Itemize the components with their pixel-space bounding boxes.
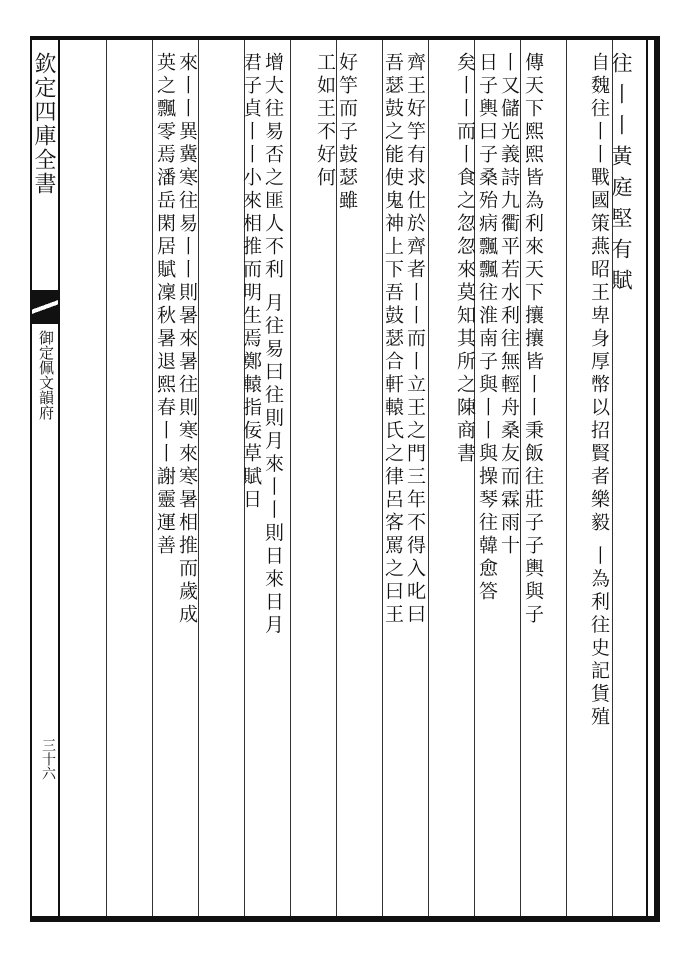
- frame-right-inner-border: [646, 40, 648, 916]
- text-column: 好竽而子鼓瑟雖: [336, 52, 358, 213]
- frame-bottom-border: [30, 916, 660, 922]
- fishtail-mark-icon: [32, 290, 58, 324]
- frame-right-border: [654, 36, 660, 922]
- column-rule: [106, 40, 107, 916]
- column-rule: [198, 40, 199, 916]
- text-column: 齊王好竽有求仕於齊者丨丨而丨立王之門三年不得入叱曰: [404, 52, 426, 627]
- column-rule: [520, 40, 521, 916]
- banxin-divider: [58, 40, 60, 916]
- text-column: 丨又儲光義詩九衢平若水利往無輕舟桑友而霖雨十: [498, 52, 520, 558]
- column-rule: [152, 40, 153, 916]
- text-column: 矣丨丨而丨食之忽忽來莫知其所之陳商書: [454, 52, 476, 466]
- text-column: 工如王不好何: [314, 52, 336, 190]
- text-column: 傳天下熙熙皆為利來天下攘攘皆丨丨秉飯往莊子子輿與子: [522, 52, 544, 627]
- text-column: 君子貞丨丨小來相推而明生焉鄭轅指佞草賦日: [240, 52, 262, 512]
- text-column: 往丨丨黃庭堅有賦: [609, 52, 633, 300]
- column-rule: [290, 40, 291, 916]
- text-column: 自魏往丨丨戰國策燕昭王卑身厚幣以招賢者樂毅 丨為利往史記貨殖: [588, 52, 610, 730]
- column-rule: [428, 40, 429, 916]
- banxin-title: 欽定四庫全書: [31, 52, 56, 196]
- text-column: 日子輿曰子桑殆病飄飄往淮南子與丨丨與操琴往韓愈答: [476, 52, 498, 604]
- banxin-subtitle: 御定佩文韻府: [37, 330, 55, 420]
- page-number: 三十六: [40, 738, 56, 780]
- text-column: 來丨丨異冀寒往易丨丨則暑來暑往則寒來寒暑相推而歲成: [176, 52, 198, 627]
- text-column: 吾瑟鼓之能使鬼神上下吾鼓瑟合軒轅氏之律呂客罵之曰王: [382, 52, 404, 627]
- text-column: 增大往易否之匪人不利 月往易曰往則月來丨丨則日來日月: [262, 52, 284, 638]
- text-column: 英之飄零焉潘岳閑居賦凜秋暑退熙春丨丨謝靈運善: [154, 52, 176, 558]
